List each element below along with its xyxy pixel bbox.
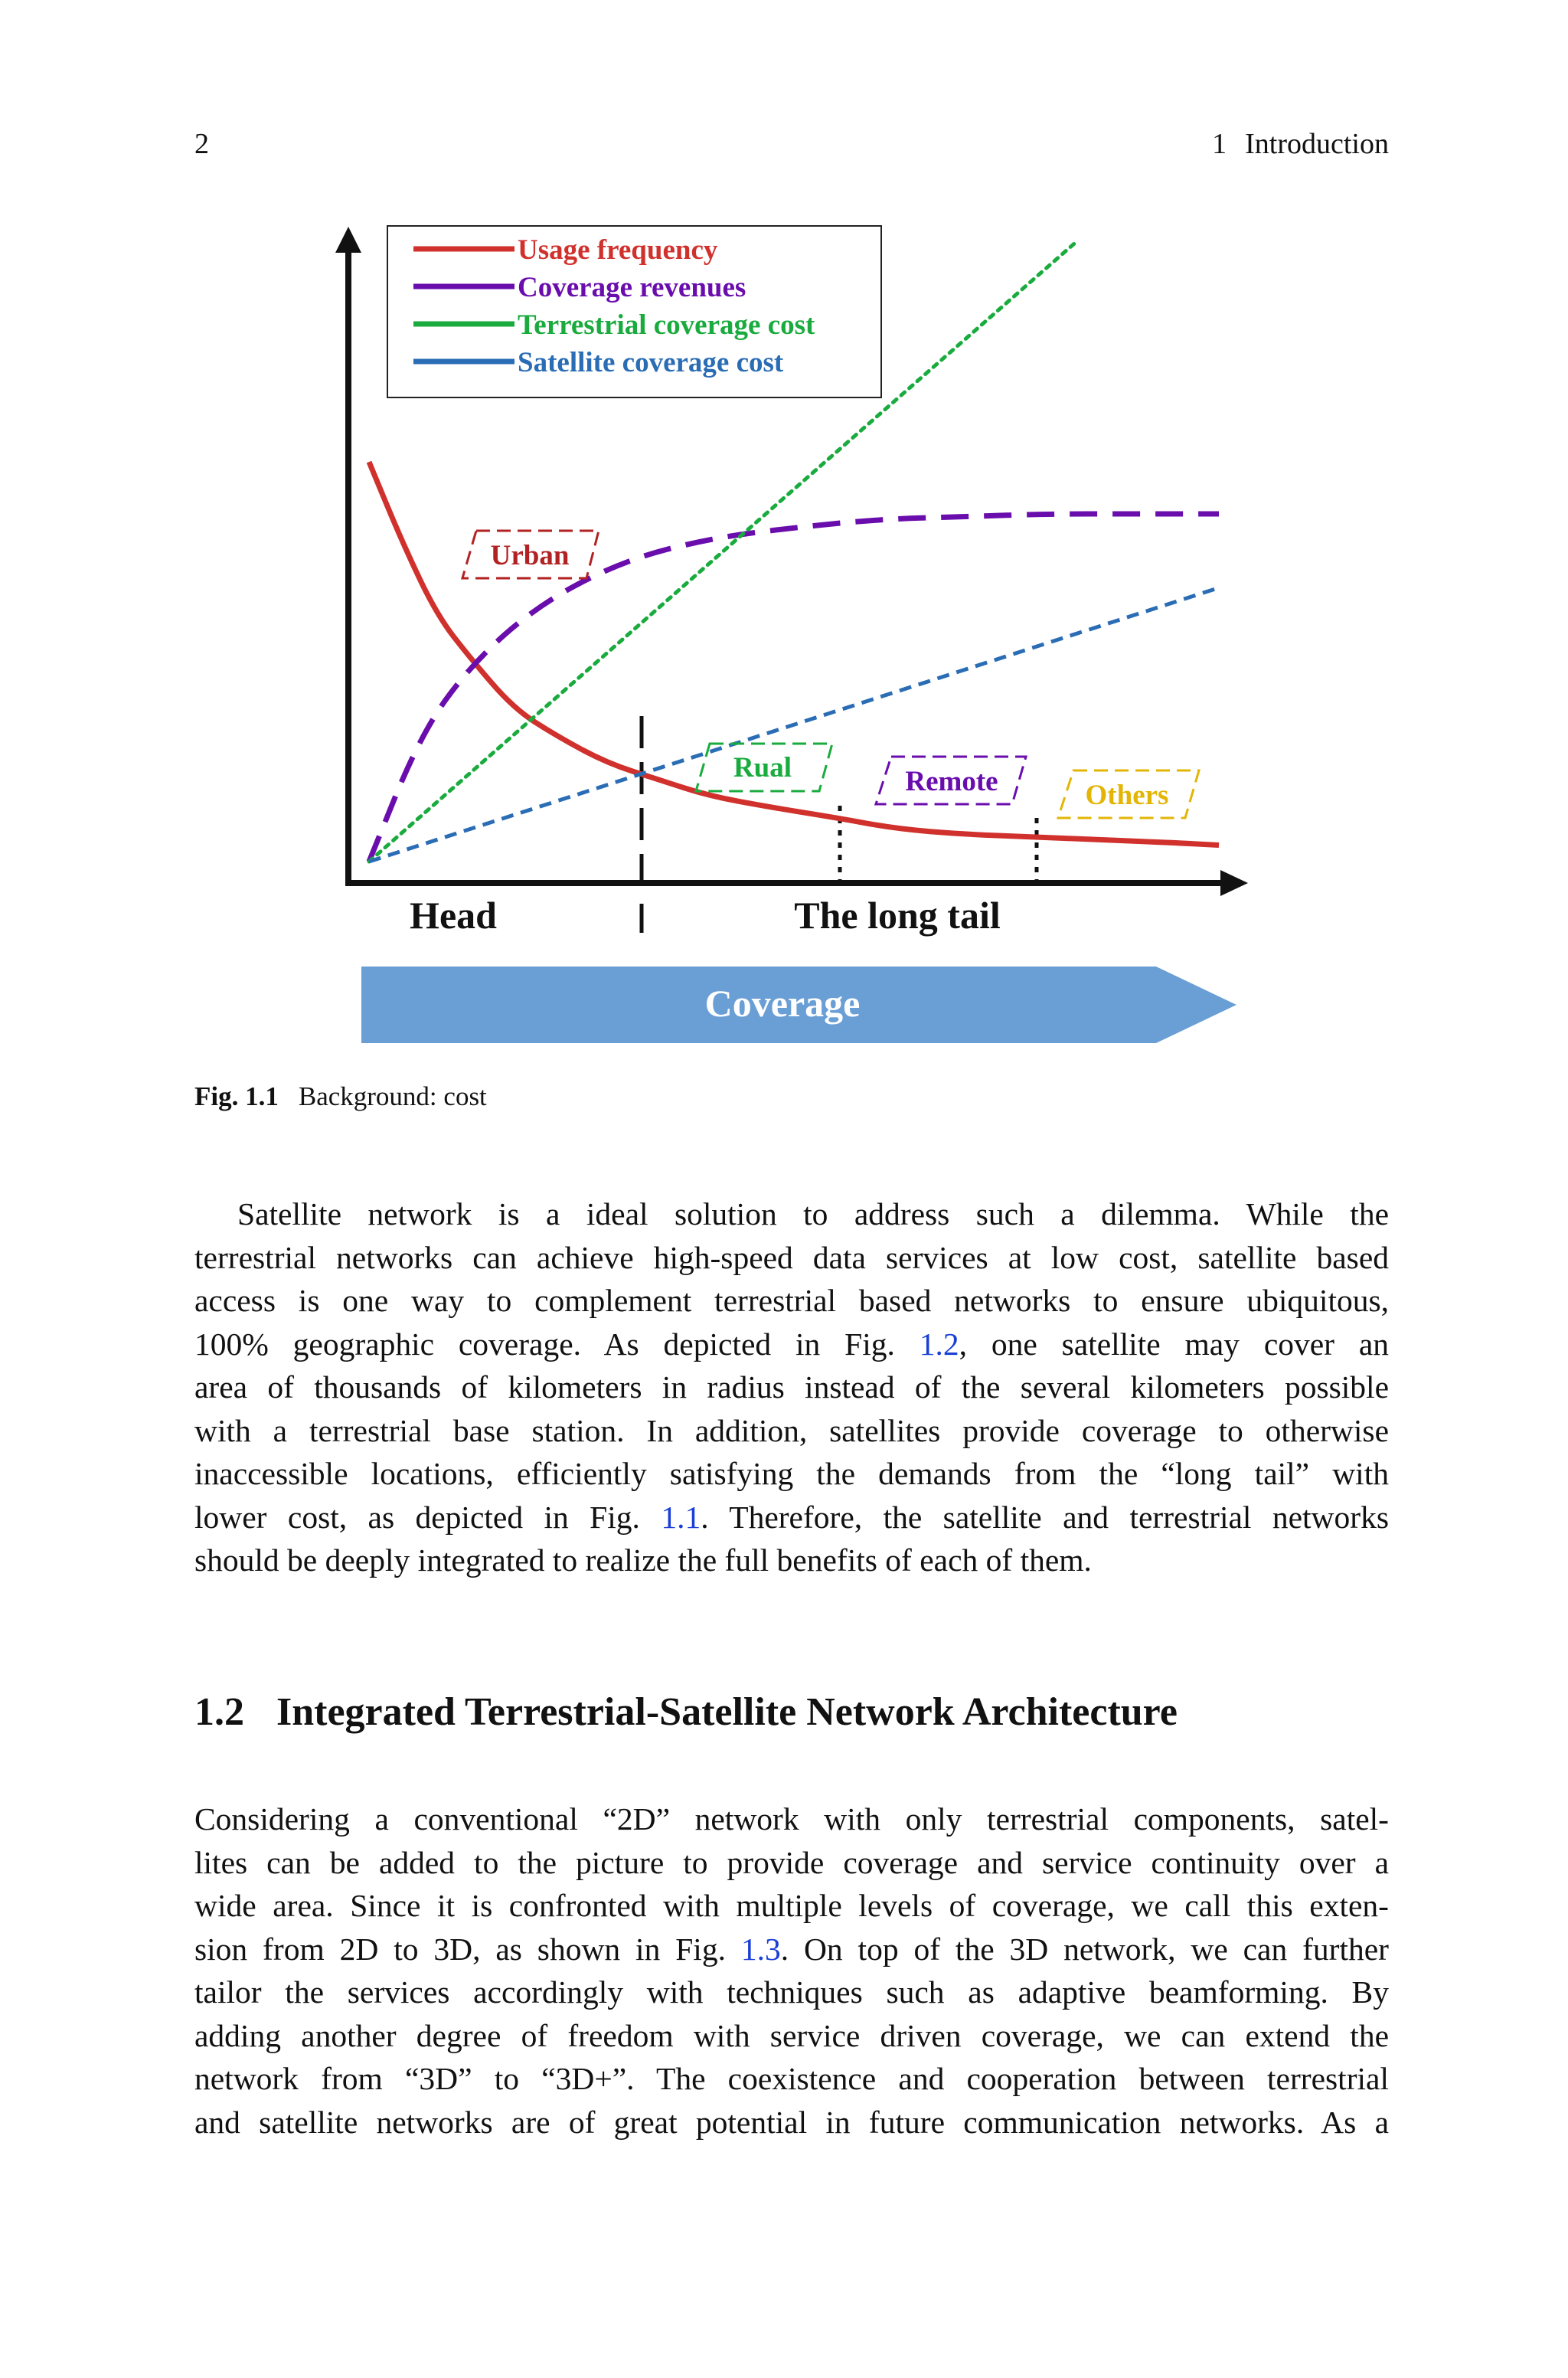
- y-axis-arrow-icon: [335, 227, 361, 253]
- page-number: 2: [194, 128, 209, 160]
- para2-line: tailor the services accordingly with techniques such as adaptive beamforming. By: [194, 1974, 1389, 2010]
- region-remote-label: Remote: [905, 766, 998, 797]
- para2-line: network from “3D” to “3D+”. The coexistence and cooperation between terrestrial: [194, 2061, 1389, 2096]
- legend-label-1: Coverage revenues: [518, 272, 746, 303]
- para1-line: terrestrial networks can achieve high-speed data services at low cost, satellite based: [194, 1239, 1389, 1275]
- legend-label-3: Satellite coverage cost: [518, 347, 784, 378]
- figure-caption-text: Background: cost: [298, 1081, 487, 1111]
- para1-line: lower cost, as depicted in Fig. 1.1. Therefore, the satellite and terrestrial networks: [194, 1499, 1389, 1535]
- region-others-label: Others: [1085, 780, 1169, 811]
- para1-line: 100% geographic coverage. As depicted in Fig. 1.2, one satellite may cover an: [194, 1326, 1390, 1362]
- figure-caption: [194, 1081, 487, 1112]
- body-paragraph-2: [194, 1797, 1389, 2144]
- region-others: [1058, 770, 1199, 818]
- legend-label-0: Usage frequency: [518, 234, 718, 266]
- region-remote: [876, 757, 1026, 804]
- para2-line: wide area. Since it is confronted with multiple levels of coverage, we call this exten-: [194, 1888, 1389, 1923]
- x-axis-arrow-icon: [1220, 870, 1248, 896]
- chapter-title: Introduction: [1245, 128, 1389, 160]
- head-label: Head: [410, 894, 497, 937]
- cost-coverage-figure: [0, 0, 1568, 1072]
- para2-line: lites can be added to the picture to provide coverage and service continuity over a: [194, 1844, 1389, 1880]
- chapter-number: 1: [1212, 128, 1227, 160]
- figure-reference-link[interactable]: 1.3: [740, 1931, 781, 1967]
- para1-line: inaccessible locations, efficiently satisfying the demands from the “long tail” with: [194, 1456, 1389, 1491]
- figure-reference-link[interactable]: 1.2: [919, 1326, 959, 1362]
- long-tail-label: The long tail: [794, 894, 1001, 937]
- body-paragraph-1: [194, 1192, 1389, 1582]
- para1-line: should be deeply integrated to realize the full benefits of each of them.: [194, 1542, 1092, 1578]
- para2-line: adding another degree of freedom with service driven coverage, we can extend the: [194, 2017, 1389, 2053]
- legend-label-2: Terrestrial coverage cost: [518, 309, 815, 341]
- section-title: Integrated Terrestrial-Satellite Network Architecture: [276, 1690, 1178, 1734]
- series-line-satellite-coverage-cost: [369, 588, 1219, 862]
- section-heading: [194, 1689, 1178, 1735]
- coverage-label: Coverage: [704, 982, 861, 1025]
- figure-reference-link[interactable]: 1.1: [661, 1499, 701, 1535]
- para1-line: area of thousands of kilometers in radius instead of the several kilometers possible: [194, 1369, 1389, 1405]
- para2-line: and satellite networks are of great potential in future communication networks. As a: [194, 2104, 1389, 2140]
- region-urban-label: Urban: [490, 540, 570, 571]
- para2-line: sion from 2D to 3D, as shown in Fig. 1.3. On top of the 3D network, we can further: [194, 1931, 1389, 1967]
- section-number: 1.2: [194, 1690, 244, 1734]
- para2-line: Considering a conventional “2D” network with only terrestrial components, satel-: [194, 1801, 1389, 1837]
- para1-line: access is one way to complement terrestrial based networks to ensure ubiquitous,: [194, 1283, 1389, 1318]
- region-urban: [462, 531, 599, 578]
- figure-caption-label: Fig. 1.1: [194, 1081, 279, 1111]
- para1-line: Satellite network is a ideal solution to address such a dilemma. While the: [237, 1196, 1389, 1232]
- para1-line: with a terrestrial base station. In addition, satellites provide coverage to otherwise: [194, 1412, 1389, 1448]
- region-rual-label: Rual: [733, 752, 792, 783]
